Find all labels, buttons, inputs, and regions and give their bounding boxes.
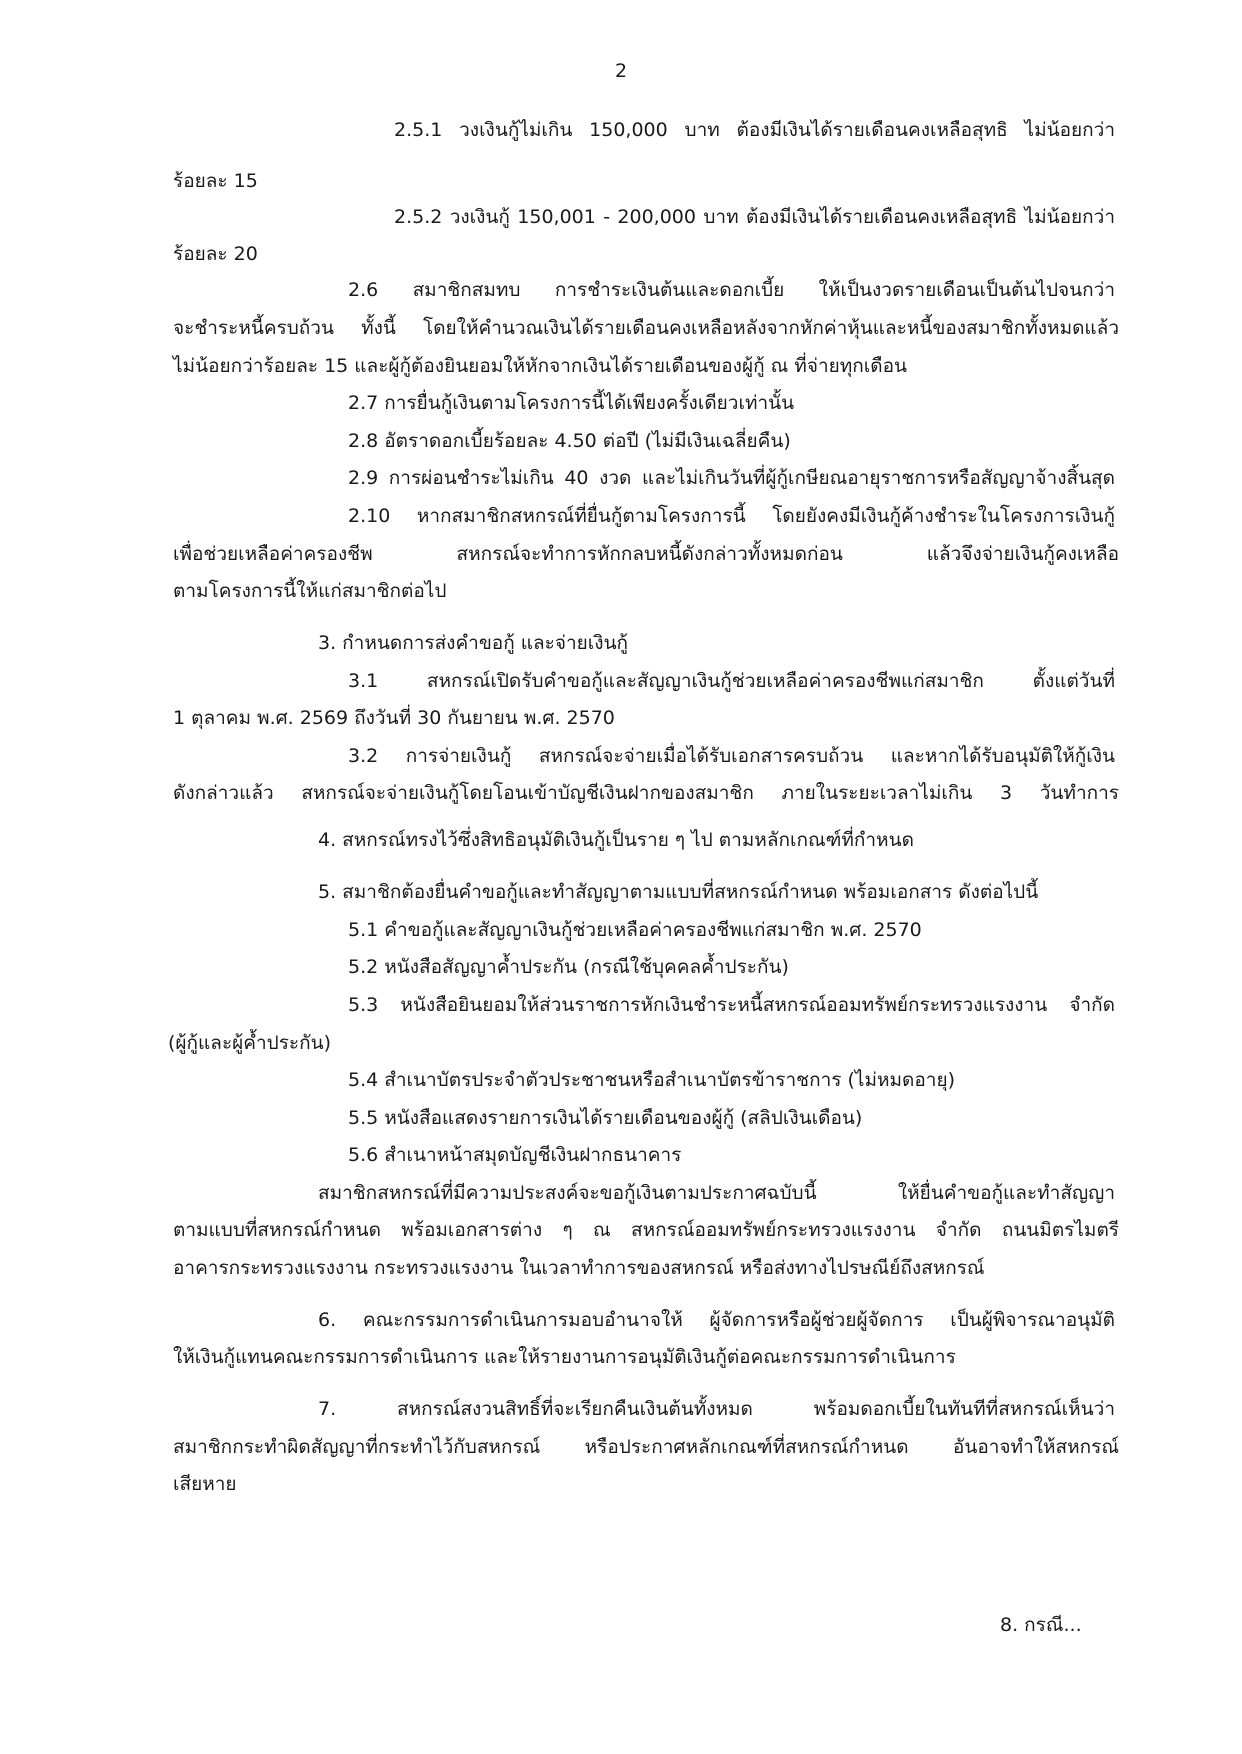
document-line: ดังกล่าวแล้ว สหกรณ์จะจ่ายเงินกู้โดยโอนเข้าบัญชีเงินฝากของสมาชิก ภายในระยะเวลาไม่เกิน 3 วันทำการ	[173, 782, 1119, 804]
document-line: 5.2 หนังสือสัญญาค้ำประกัน (กรณีใช้บุคคลค้ำประกัน)	[348, 956, 789, 978]
document-line: 5.1 คำขอกู้และสัญญาเงินกู้ช่วยเหลือค่าครองชีพแก่สมาชิก พ.ศ. 2570	[348, 919, 922, 941]
document-line: 5.6 สำเนาหน้าสมุดบัญชีเงินฝากธนาคาร	[348, 1144, 682, 1166]
document-line: 3.2 การจ่ายเงินกู้ สหกรณ์จะจ่ายเมื่อได้รับเอกสารครบถ้วน และหากได้รับอนุมัติให้กู้เงิน	[348, 745, 1115, 767]
section-heading: 3. กำหนดการส่งคำขอกู้ และจ่ายเงินกู้	[318, 632, 629, 654]
document-line: ตามโครงการนี้ให้แก่สมาชิกต่อไป	[173, 580, 447, 602]
document-line: (ผู้กู้และผู้ค้ำประกัน)	[168, 1032, 332, 1054]
document-line: 2.8 อัตราดอกเบี้ยร้อยละ 4.50 ต่อปี (ไม่มีเงินเฉลี่ยคืน)	[348, 430, 791, 452]
document-line: 2.10 หากสมาชิกสหกรณ์ที่ยื่นกู้ตามโครงการนี้ โดยยังคงมีเงินกู้ค้างชำระในโครงการเงินกู้	[348, 505, 1115, 527]
continuation-footer: 8. กรณี...	[1000, 1614, 1082, 1636]
document-line: 5.4 สำเนาบัตรประจำตัวประชาชนหรือสำเนาบัตรข้าราชการ (ไม่หมดอายุ)	[348, 1069, 955, 1091]
section-heading: 6. คณะกรรมการดำเนินการมอบอำนาจให้ ผู้จัดการหรือผู้ช่วยผู้จัดการ เป็นผู้พิจารณาอนุมัติ	[318, 1309, 1115, 1331]
document-line: ให้เงินกู้แทนคณะกรรมการดำเนินการ และให้รายงานการอนุมัติเงินกู้ต่อคณะกรรมการดำเนินการ	[173, 1346, 956, 1368]
document-line: 5.5 หนังสือแสดงรายการเงินได้รายเดือนของผู้กู้ (สลิปเงินเดือน)	[348, 1107, 863, 1129]
document-line: 2.6 สมาชิกสมทบ การชำระเงินต้นและดอกเบี้ย ให้เป็นงวดรายเดือนเป็นต้นไปจนกว่า	[348, 279, 1115, 301]
document-line: 2.7 การยื่นกู้เงินตามโครงการนี้ได้เพียงครั้งเดียวเท่านั้น	[348, 392, 795, 414]
document-line: 5.3 หนังสือยินยอมให้ส่วนราชการหักเงินชำระหนี้สหกรณ์ออมทรัพย์กระทรวงแรงงาน จำกัด	[348, 994, 1115, 1016]
section-heading: 5. สมาชิกต้องยื่นคำขอกู้และทำสัญญาตามแบบที่สหกรณ์กำหนด พร้อมเอกสาร ดังต่อไปนี้	[318, 881, 1039, 903]
document-line: 2.9 การผ่อนชำระไม่เกิน 40 งวด และไม่เกินวันที่ผู้กู้เกษียณอายุราชการหรือสัญญาจ้างสิ้นสุด	[348, 467, 1115, 489]
document-line: อาคารกระทรวงแรงงาน กระทรวงแรงงาน ในเวลาทำการของสหกรณ์ หรือส่งทางไปรษณีย์ถึงสหกรณ์	[173, 1257, 985, 1279]
document-line: 2.5.1 วงเงินกู้ไม่เกิน 150,000 บาท ต้องมีเงินได้รายเดือนคงเหลือสุทธิ ไม่น้อยกว่า	[394, 119, 1115, 141]
document-line: เพื่อช่วยเหลือค่าครองชีพ สหกรณ์จะทำการหักกลบหนี้ดังกล่าวทั้งหมดก่อน แล้วจึงจ่ายเงินกู้คงเหลือ	[173, 543, 1119, 565]
document-line: เสียหาย	[173, 1473, 237, 1495]
section-heading: 7. สหกรณ์สงวนสิทธิ์ที่จะเรียกคืนเงินต้นทั้งหมด พร้อมดอกเบี้ยในทันทีที่สหกรณ์เห็นว่า	[318, 1398, 1115, 1420]
document-line: จะชำระหนี้ครบถ้วน ทั้งนี้ โดยให้คำนวณเงินได้รายเดือนคงเหลือหลังจากหักค่าหุ้นและหนี้ของสมาชิกทั้งหมดแล้ว	[173, 317, 1119, 339]
document-line: ร้อยละ 15	[173, 170, 258, 192]
document-line: ตามแบบที่สหกรณ์กำหนด พร้อมเอกสารต่าง ๆ ณ สหกรณ์ออมทรัพย์กระทรวงแรงงาน จำกัด ถนนมิตรไมตรี	[173, 1219, 1119, 1241]
document-line: 1 ตุลาคม พ.ศ. 2569 ถึงวันที่ 30 กันยายน พ.ศ. 2570	[173, 707, 615, 729]
section-heading: 4. สหกรณ์ทรงไว้ซึ่งสิทธิอนุมัติเงินกู้เป็นราย ๆ ไป ตามหลักเกณฑ์ที่กำหนด	[318, 829, 914, 851]
document-line: 2.5.2 วงเงินกู้ 150,001 - 200,000 บาท ต้องมีเงินได้รายเดือนคงเหลือสุทธิ ไม่น้อยกว่า	[394, 206, 1115, 228]
document-line: สมาชิกกระทำผิดสัญญาที่กระทำไว้กับสหกรณ์ หรือประกาศหลักเกณฑ์ที่สหกรณ์กำหนด อันอาจทำให้สหกรณ์	[173, 1436, 1119, 1458]
document-line: ไม่น้อยกว่าร้อยละ 15 และผู้กู้ต้องยินยอมให้หักจากเงินได้รายเดือนของผู้กู้ ณ ที่จ่ายทุกเดือน	[173, 355, 908, 377]
page-number: 2	[614, 60, 628, 82]
document-line: ร้อยละ 20	[173, 243, 258, 265]
document-line: 3.1 สหกรณ์เปิดรับคำขอกู้และสัญญาเงินกู้ช่วยเหลือค่าครองชีพแก่สมาชิก ตั้งแต่วันที่	[348, 670, 1115, 692]
document-line: สมาชิกสหกรณ์ที่มีความประสงค์จะขอกู้เงินตามประกาศฉบับนี้ ให้ยื่นคำขอกู้และทำสัญญา	[318, 1182, 1115, 1204]
